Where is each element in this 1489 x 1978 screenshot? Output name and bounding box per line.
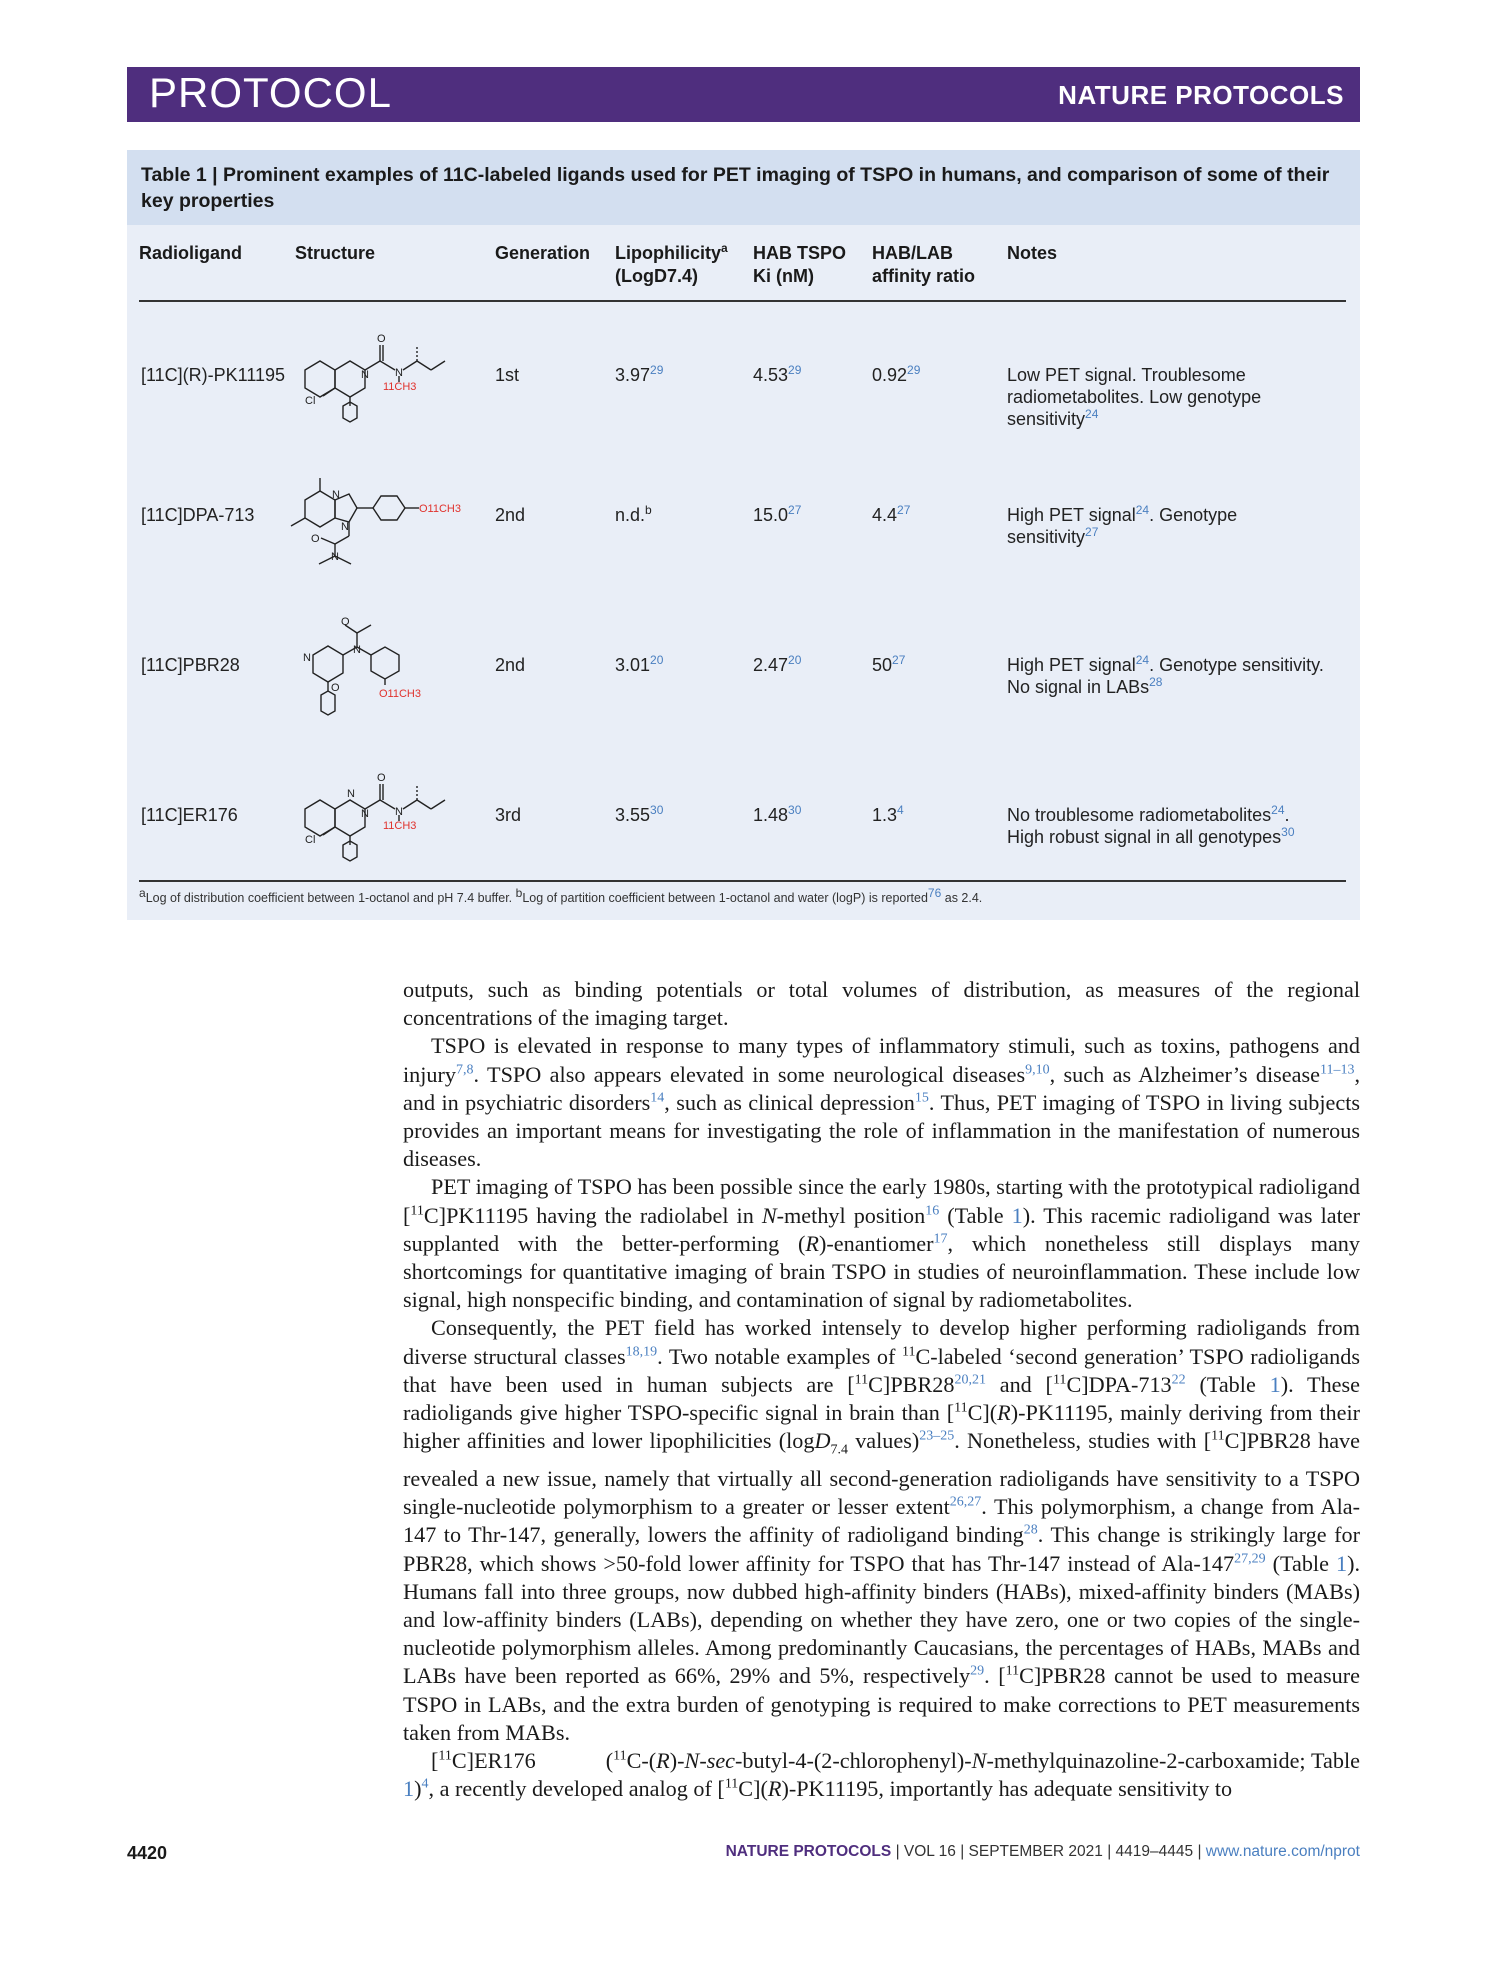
- structure-dpa713: [285, 460, 495, 570]
- table-caption-prefix: Table 1 |: [141, 164, 218, 186]
- col-lipophilicity: Lipophilicity$^a$ (LogD7.4): [615, 241, 728, 286]
- paragraph: TSPO is elevated in response to many types of inflammatory stimuli, such as toxins, pathogens and injury$^{7,8}$. TSPO also appears elevated in some neurological diseases$^{9,10}$, such as Alzheimer’s disease$^{11-13}$, and in psychiatric disorders$^{14}$, such as clinical depression$^{15}$. Thus, PET imaging of TSPO in living subjects provides an important means for investigating the role of inflammation in the manifestation of numerous diseases.: [403, 1033, 1360, 1172]
- atom-cl: Cl: [305, 395, 316, 407]
- ki-value: 15.0$^{27}$: [753, 503, 802, 525]
- col-generation: Generation: [495, 243, 591, 263]
- journal-citation: NATURE PROTOCOLS | VOL 16 | SEPTEMBER 2021 | 4419–4445 | www.nature.com/nprot: [725, 1843, 1360, 1860]
- generation: 3rd: [495, 805, 522, 825]
- journal-name: NATURE PROTOCOLS: [1058, 80, 1344, 110]
- radioligand-name: [11C](R)-PK11195: [141, 365, 286, 385]
- body-text: [403, 976, 1360, 1803]
- affinity-ratio: 4.4$^{27}$: [872, 503, 911, 525]
- radioligand-name: [11C]PBR28: [141, 655, 240, 675]
- atom-cl: Cl: [305, 834, 316, 846]
- ki-value: 1.48$^{30}$: [753, 803, 802, 825]
- section-label: PROTOCOL: [149, 69, 392, 116]
- notes: High PET signal$^{24}$. Genotype sensitivity. No signal in LABs$^{28}$: [1007, 653, 1324, 697]
- table-footnotes: aLog of distribution coefficient between 1-octanol and pH 7.4 buffer. bLog of partition coefficient between 1-octanol and water (logP) is reported76 as 2.4.: [139, 885, 983, 905]
- paragraph: PET imaging of TSPO has been possible since the early 1980s, starting with the prototypical radioligand [$^{11}$C]PK11195 having the radiolabel in N-methyl position$^{16}$ (Table 1). This racemic radioligand was later supplanted with the better-performing (R)-enantiomer$^{17}$, which nonetheless still displays many shortcomings for quantitative imaging of brain TSPO in studies of neuroinflammation. These include low signal, high nonspecific binding, and contamination of signal by radiometabolites.: [403, 1174, 1360, 1313]
- lipophilicity: 3.97$^{29}$: [615, 363, 664, 385]
- radioligand-name: [11C]ER176: [141, 805, 238, 825]
- atom-o: O: [331, 682, 340, 694]
- label-ch3: 11CH3: [383, 820, 417, 832]
- atom-n: N: [331, 551, 339, 563]
- generation: 2nd: [495, 655, 526, 675]
- structure-er176: [285, 757, 485, 867]
- col-affinity-ratio: HAB/LAB affinity ratio: [872, 243, 976, 286]
- paragraph: outputs, such as binding potentials or total volumes of distribution, as measures of the regional concentrations of the imaging target.: [403, 977, 1360, 1031]
- atom-n: N: [361, 808, 369, 820]
- footer-rule: [139, 880, 1346, 882]
- col-radioligand: Radioligand: [139, 243, 242, 263]
- notes: No troublesome radiometabolites$^{24}$. High robust signal in all genotypes$^{30}$: [1007, 803, 1295, 847]
- atom-n: N: [395, 367, 403, 379]
- lipophilicity: 3.55$^{30}$: [615, 803, 664, 825]
- atom-o: O: [377, 772, 386, 784]
- lipophilicity: 3.01$^{20}$: [615, 653, 664, 675]
- header-rule: [139, 300, 1346, 302]
- structure-pbr28: [285, 605, 495, 720]
- col-structure: Structure: [295, 243, 376, 263]
- atom-o: O: [377, 333, 386, 345]
- table-caption-text: Prominent examples of 11C-labeled ligands used for PET imaging of TSPO in humans, and comparison of some of their key properties: [141, 164, 1330, 212]
- label-och3: O11CH3: [419, 503, 461, 515]
- paragraph: Consequently, the PET field has worked intensely to develop higher performing radioligands from diverse structural classes$^{18,19}$. Two notable examples of $^{11}$C-labeled ‘second generation’ TSPO radioligands that have been used in human subjects are [$^{11}$C]PBR28$^{20,21}$ and [$^{11}$C]DPA-713$^{22}$ (Table 1). These radioligands give higher TSPO-specific signal in brain than [$^{11}$C](R)-PK11195, mainly deriving from their higher affinities and lower lipophilicities (logD$_{7.4}$ values)$^{23-25}$. Nonetheless, studies with [$^{11}$C]PBR28 have revealed a new issue, namely that virtually all second-generation radioligands have sensitivity to a TSPO single-nucleotide polymorphism to a greater or lesser extent$^{26,27}$. This polymorphism, a change from Ala-147 to Thr-147, generally, lowers the affinity of radioligand binding$^{28}$. This change is strikingly large for PBR28, which shows >50-fold lower affinity for TSPO that has Thr-147 instead of Ala-147$^{27,29}$ (Table 1). Humans fall into three groups, now dubbed high-affinity binders (HABs), mixed-affinity binders (MABs) and low-affinity binders (LABs), depending on whether they have zero, one or two copies of the single-nucleotide polymorphism alleles. Among predominantly Caucasians, the percentages of HABs, MABs and LABs have been reported as 66%, 29% and 5%, respectively$^{29}$. [$^{11}$C]PBR28 cannot be used to measure TSPO in LABs, and the extra burden of genotyping is required to make corrections to PET measurements taken from MABs.: [403, 1315, 1361, 1745]
- atom-n: N: [332, 489, 340, 501]
- notes: High PET signal$^{24}$. Genotype sensitivity$^{27}$: [1007, 503, 1238, 547]
- atom-n: N: [361, 369, 369, 381]
- ki-value: 4.53$^{29}$: [753, 363, 802, 385]
- atom-n: N: [347, 788, 355, 800]
- lipophilicity: n.d.$^b$: [615, 503, 652, 525]
- col-notes: Notes: [1007, 243, 1058, 263]
- structure-pk11195: [285, 318, 485, 428]
- atom-o: O: [341, 616, 350, 628]
- generation: 2nd: [495, 505, 526, 525]
- label-och3: O11CH3: [379, 688, 421, 700]
- affinity-ratio: 1.3$^4$: [872, 803, 904, 825]
- table-caption: [127, 150, 1360, 225]
- label-ch3: 11CH3: [383, 381, 417, 393]
- atom-n: N: [303, 652, 311, 664]
- col-hab-ki: HAB TSPO Ki (nM): [753, 243, 847, 286]
- table-1: [127, 150, 1360, 920]
- affinity-ratio: 50$^{27}$: [872, 653, 906, 675]
- section-banner: [127, 67, 1360, 122]
- journal-url[interactable]: www.nature.com/nprot: [1205, 1843, 1360, 1860]
- atom-n: N: [353, 644, 361, 656]
- notes: Low PET signal. Troublesome radiometabolites. Low genotype sensitivity$^{24}$: [1007, 365, 1262, 429]
- paragraph: [$^{11}$C]ER176 ($^{11}$C-(R)-N-sec-butyl-4-(2-chlorophenyl)-N-methylquinazoline-2-carboxamide; Table 1)$^4$, a recently developed analog of [$^{11}$C](R)-PK11195, importantly has adequate sensitivity to: [403, 1747, 1360, 1802]
- affinity-ratio: 0.92$^{29}$: [872, 363, 921, 385]
- atom-o: O: [311, 533, 320, 545]
- radioligand-name: [11C]DPA-713: [141, 505, 255, 525]
- atom-n: N: [395, 806, 403, 818]
- page-number: 4420: [127, 1843, 168, 1863]
- ki-value: 2.47$^{20}$: [753, 653, 802, 675]
- generation: 1st: [495, 365, 520, 385]
- atom-n: N: [341, 521, 349, 533]
